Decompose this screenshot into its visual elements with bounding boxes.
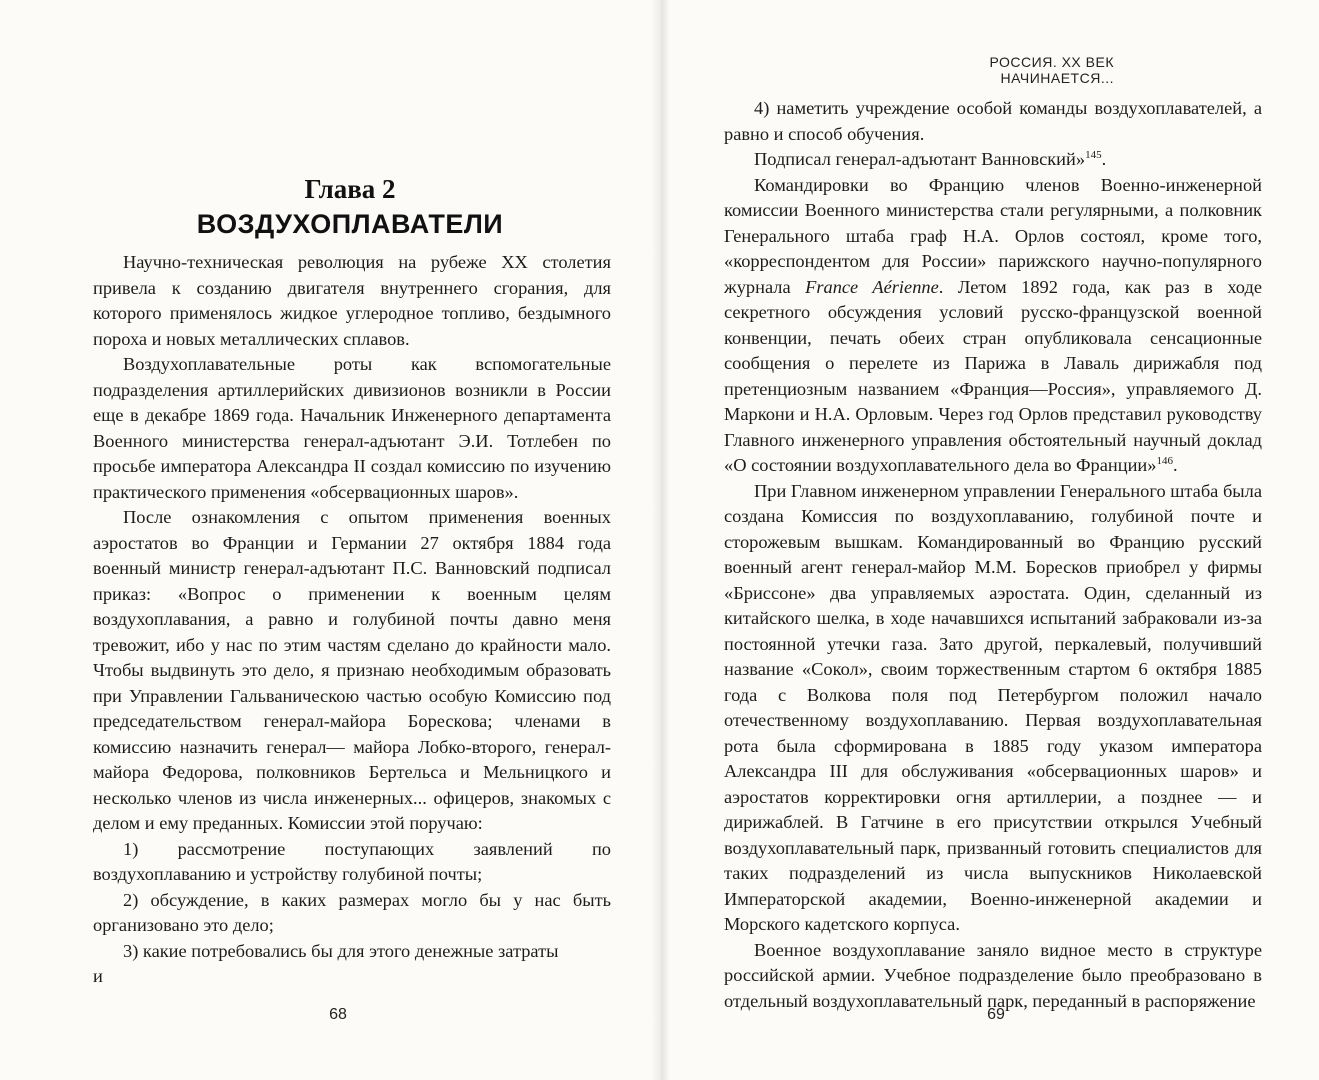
left-page (0, 0, 655, 1080)
paragraph (724, 147, 1262, 173)
running-head: РОССИЯ. XX ВЕК НАЧИНАЕТСЯ... (989, 54, 1114, 86)
paragraph: Научно-техническая революция на рубеже XX столетия привела к созданию двигателя внутреннего сгорания, для которого применялось жидкое углеродное топливо, бездымного пороха и новых металлических сплавов. (93, 252, 611, 349)
paragraph (724, 173, 1262, 479)
list-item: 2) обсуждение, в каких размерах могло бы у нас быть организовано это дело; (93, 889, 611, 935)
right-page (664, 0, 1319, 1080)
list-item: 3) какие потребовались бы для этого денежные затраты (123, 940, 559, 961)
paragraph: При Главном инженерном управлении Генерального штаба была создана Комиссия по воздухоплаванию, голубиной почте и сторожевым вышкам. Командированный во Францию русский военный агент генерал-майор М.М. Боресков приобрел у фирмы «Бриссоне» два управляемых аэростата. Один, сделанный из китайского шелка, в ходе начавшихся испытаний забраковали из-за постоянной утечки газа. Зато другой, перкалевый, получивший название «Сокол», своим торжественным стартом 6 октября 1885 года с Волкова поля под Петербургом положил начало отечественному воздухоплаванию. Первая воздухоплавательная рота была сформирована в 1885 году указом императора Александра III для обслуживания «обсервационных шаров» и аэростатов корректировки огня артиллерии, а позднее — и дирижаблей. В Гатчине в его присутствии открылся Учебный воздухоплавательный парк, призванный готовить специалистов для таких подразделений из числа выпускников Николаевской Императорской академии, Военно-инженерной академии и Морского кадетского корпуса. (724, 480, 1262, 934)
punctuation: . (1172, 455, 1178, 475)
right-body-text (724, 96, 1262, 1014)
left-body-text (93, 250, 611, 990)
page-number: 68 (329, 1006, 347, 1023)
paragraph-text: Командировки во Францию членов Военно-инженерной комиссии Военного министерства стали регулярными, а полковник Генерального штаба граф Н.А. Орлов состоял, кроме того, «корреспондентом для России» парижского научно-популярного журнала (724, 174, 1262, 297)
list-item-continuation: и (93, 966, 103, 986)
footnote-marker: 146 (1156, 455, 1173, 467)
chapter-heading (90, 172, 610, 242)
paragraph-text: . Летом 1892 года, как раз в ходе секретного обсуждения условий русско-французской военной конвенции, печать обеих стран опубликовала сенсационные сообщения о перелете из Парижа в Лаваль дирижабля под претенциозным названием «Франция—Россия», управляемого Д. Маркони и Н.А. Орловым. Через год Орлов представил руководству Главного инженерного управления обстоятельный научный доклад «О состоянии воздухоплавательного дела во Франции» (724, 276, 1262, 475)
paragraph: Военное воздухоплавание заняло видное место в структуре российской армии. Учебное подразделение было преобразовано в отдельный воздухоплавательный парк, переданный в распоряжение (724, 939, 1262, 1011)
paragraph: После ознакомления с опытом применения военных аэростатов во Франции и Германии 27 октября 1884 года военный министр генерал-адъютант П.С. Ванновский подписал приказ: «Вопрос о применении к военным целям воздухоплавания, а равно и голубиной почты давно меня тревожит, ибо у нас по этим частям сделано до крайности мало. Чтобы выдвинуть это дело, я признаю необходимым образовать при Управлении Гальваническою частью особую Комиссию под председательством генерал-майора Борескова; членами в комиссию назначить генерал— майора Лобко-второго, генерал-майора Федорова, полковников Бертельса и Мельницкого и несколько членов из числа инженерных... офицеров, знакомых с делом и ему преданных. Комиссии этой поручаю: (93, 507, 611, 833)
footnote-marker: 145 (1085, 149, 1102, 161)
chapter-title: ВОЗДУХОПЛАВАТЕЛИ (196, 209, 504, 239)
list-item: 1) рассмотрение поступающих заявлений по воздухоплаванию и устройству голубиной почты; (93, 838, 611, 884)
paragraph: 4) наметить учреждение особой команды воздухоплавателей, а равно и способ обучения. (724, 98, 1262, 144)
punctuation: . (1101, 149, 1107, 169)
journal-title: France Aérienne (805, 276, 939, 297)
signature-line: Подписал генерал-адъютант Ванновский» (754, 149, 1086, 169)
paragraph: Воздухоплавательные роты как вспомогательные подразделения артиллерийских дивизионов возникли в России еще в декабре 1869 года. Начальник Инженерного департамента Военного министерства генерал-адъютант Э.И. Тотлебен по просьбе императора Александра II создал комиссию по изучению практического применения «обсервационных шаров». (93, 354, 611, 502)
chapter-label: Глава 2 (304, 174, 396, 204)
page-number: 69 (987, 1006, 1005, 1023)
